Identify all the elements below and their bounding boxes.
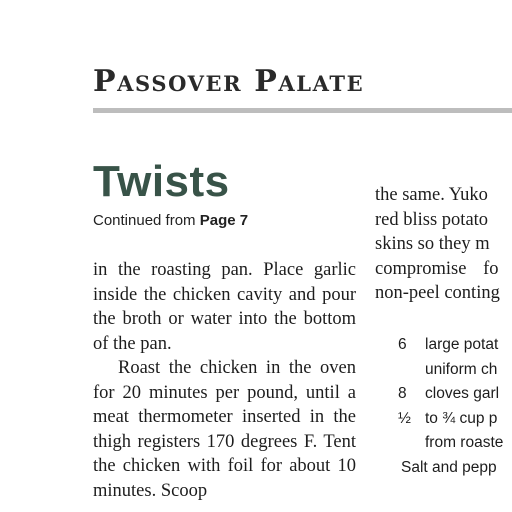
- ingredient-text: uniform ch: [425, 360, 498, 378]
- body-line: the same. Yuko: [375, 185, 488, 205]
- ingredient-text: from roaste: [425, 434, 504, 451]
- article-column-2: [375, 183, 512, 306]
- header-divider: [93, 108, 512, 113]
- body-paragraph: Roast the chicken in the oven for 20 minutes per pound, until a meat thermometer inserted in the thigh registers 170 degrees F. Tent the chicken with foil for about 10 minutes. Scoop: [93, 358, 356, 501]
- continued-prefix: Continued from: [93, 212, 196, 229]
- body-line: compromise fo: [375, 258, 499, 279]
- ingredient-qty: ½: [398, 409, 411, 427]
- publication-header: Passover Palate: [93, 64, 365, 99]
- ingredient-text: cloves garl: [425, 385, 500, 402]
- ingredient-text: to ¾ cup p: [425, 409, 498, 427]
- ingredient-qty: 6: [398, 336, 407, 353]
- article-title: Twists: [93, 157, 230, 206]
- continued-from-line: [93, 211, 248, 231]
- article-column-1: [93, 258, 356, 503]
- ingredient-text: Salt and pepp: [401, 458, 497, 476]
- ingredient-text: large potat: [425, 336, 499, 353]
- body-line: skins so they m: [375, 234, 490, 254]
- continued-page: Page 7: [199, 212, 249, 229]
- body-line: non-peel conting: [375, 283, 500, 303]
- ingredient-qty: 8: [398, 385, 407, 402]
- body-paragraph: in the roasting pan. Place garlic inside the chicken cavity and pour the broth or water into the bottom of the pan.: [93, 260, 356, 354]
- body-line: red bliss potato: [375, 209, 489, 230]
